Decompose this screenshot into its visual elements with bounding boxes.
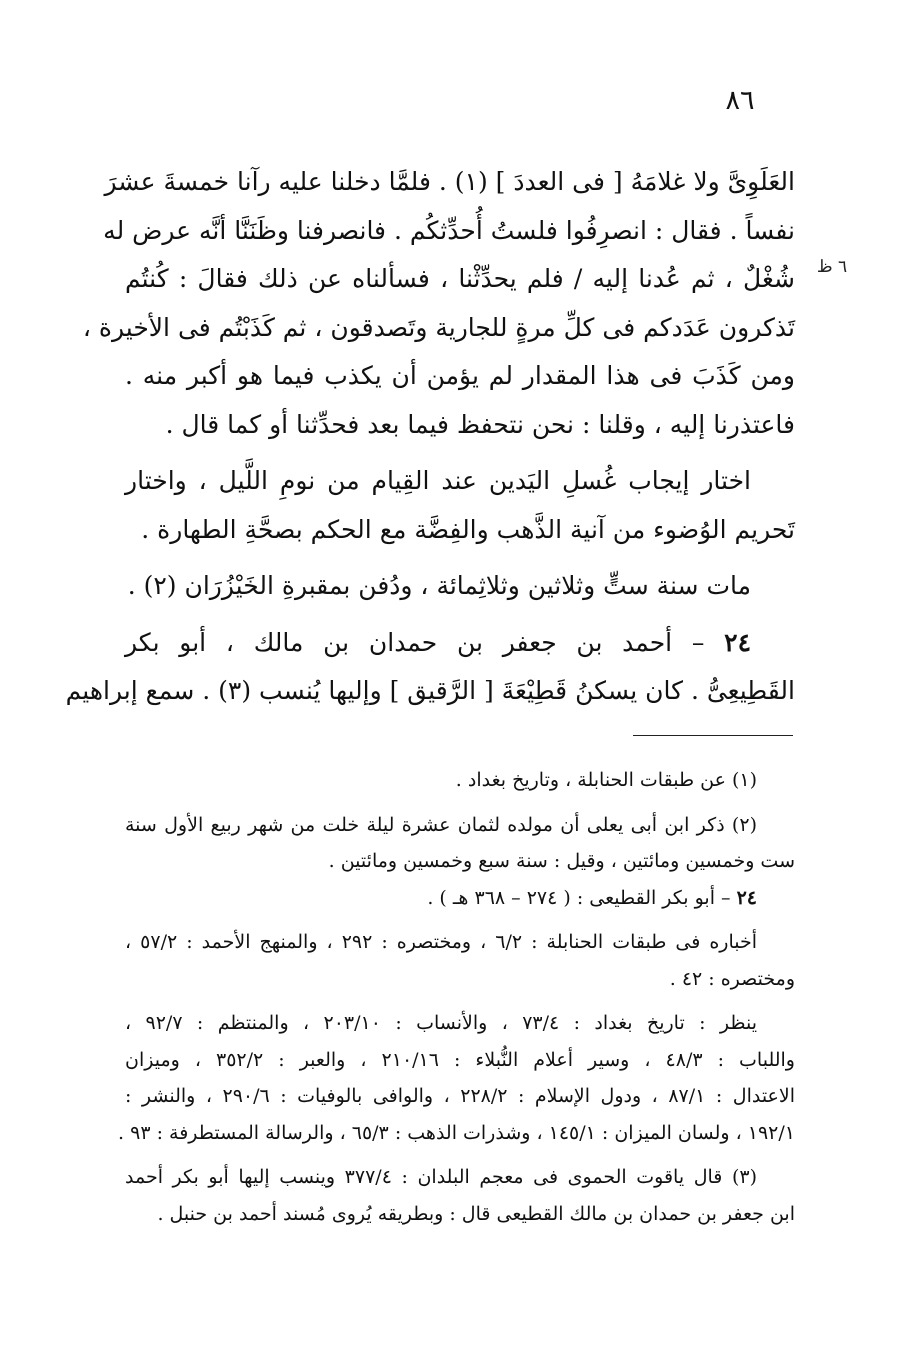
footnote-divider xyxy=(633,735,793,736)
text-line: ومن كَذَبَ فى هذا المقدار لم يؤمن أن يكذب فيما هو أكبر منه . xyxy=(125,361,795,390)
footnote-2 xyxy=(125,807,795,880)
footnote-1 xyxy=(125,762,795,799)
paragraph-4 xyxy=(65,619,795,716)
footnote-line: (١) عن طبقات الحنابلة ، وتاريخ بغداد . xyxy=(455,769,757,791)
footnote-3 xyxy=(125,1159,795,1232)
footnote-line xyxy=(125,880,795,917)
footnote-line: أخباره فى طبقات الحنابلة : ٦/٢ ، ومختصره : ٢٩٢ ، والمنهج الأحمد : ٥٧/٢ ، xyxy=(125,931,757,953)
footnote-line: ست وخمسين ومائتين ، وقيل : سنة سبع وخمسين ومائتين . xyxy=(328,850,795,872)
main-text xyxy=(65,158,795,716)
text-line: تَحريم الوُضوء من آنية الذَّهب والفِضَّة مع الحكم بصحَّةِ الطهارة . xyxy=(141,514,795,544)
paragraph-3 xyxy=(125,562,795,611)
text-line: فاعتذرنا إليه ، وقلنا : نحن نتحفظ فيما بعد فحدِّثنا أو كما قال . xyxy=(165,409,795,439)
footnote-line: ابن جعفر بن حمدان بن مالك القطيعى قال : وبطريقه يُروى مُسند أحمد بن حنبل . xyxy=(157,1202,795,1225)
paragraph-2 xyxy=(125,457,795,554)
page-number: ٨٦ xyxy=(725,85,755,116)
text-line: العَلَوِىَّ ولا غلامَهُ [ فى العددَ ] (١) . فلمَّا دخلنا عليه رآنا خمسةَ عشرَ xyxy=(104,167,795,196)
footnotes xyxy=(118,762,796,1232)
footnote-entry-number: ٢٤ xyxy=(736,886,757,909)
text-line: القَطِيعِىُّ . كان يسكنُ قَطِيْعَةَ [ الرَّقيق ] وإليها يُنسب (٣) . سمع إبراهيم xyxy=(65,676,795,705)
entry-number: ٢٤ xyxy=(724,627,751,657)
text-line: مات سنة ستٍّ وثلاثين وثلاثِمائة ، ودُفن بمقبرةِ الخَيْزُرَان (٢) . xyxy=(127,571,751,600)
footnote-line: ومختصره : ٤٢ . xyxy=(669,967,795,990)
footnote-line: الاعتدال : ٨٧/١ ، ودول الإسلام : ٢٢٨/٢ ، والوافى بالوفيات : ٢٩٠/٦ ، والنشر : xyxy=(125,1085,796,1107)
footnote-line: (٣) قال ياقوت الحموى فى معجم البلدان : ٣٧٧/٤ وينسب إليها أبو بكر أحمد xyxy=(125,1166,757,1188)
footnote-line: واللباب : ٤٨/٣ ، وسير أعلام النُّبلاء : ٢١٠/١٦ ، والعبر : ٣٥٢/٢ ، وميزان xyxy=(125,1048,795,1071)
text-line: نفساً . فقال : انصرِفُوا فلستُ أُحدِّثكُم . فانصرفنا وظَنَنَّا أنَّه عرض له xyxy=(103,215,795,245)
footnote-akhbar xyxy=(125,924,795,997)
footnote-entry-24 xyxy=(125,880,795,917)
text-line xyxy=(125,619,795,668)
entry-heading: – أحمد بن جعفر بن حمدان بن مالك ، أبو بكر xyxy=(125,627,725,657)
footnote-line: ينظر : تاريخ بغداد : ٧٣/٤ ، والأنساب : ٢٠٣/١٠ ، والمنتظم : ٩٢/٧ ، xyxy=(125,1012,757,1034)
text-line: شُغْلٌ ، ثم عُدنا إليه / فلم يحدِّثْنا ، فسألناه عن ذلك فقالَ : كُنتُم xyxy=(125,264,795,293)
footnote-line: (٢) ذكر ابن أبى يعلى أن مولده لثمان عشرة ليلة خلت من شهر ربيع الأول سنة xyxy=(125,813,757,836)
margin-folio-note: ٦ ظ xyxy=(816,257,848,277)
text-line: اختار إيجاب غُسلِ اليَدين عند القِيام من نومِ اللَّيل ، واختار xyxy=(125,466,751,495)
text-line: تَذكرون عَدَدكم فى كلِّ مرةٍ للجارية وتَصدقون ، ثم كَذَبْتُم فى الأخيرة ، xyxy=(82,312,795,342)
footnote-entry-title: – أبو بكر القطيعى : ( ٢٧٤ – ٣٦٨ هـ ) . xyxy=(427,886,737,909)
paragraph-1 xyxy=(82,158,795,449)
footnote-line: ١٩٢/١ ، ولسان الميزان : ١٤٥/١ ، وشذرات الذهب : ٦٥/٣ ، والرسالة المستطرفة : ٩٣ . xyxy=(118,1121,795,1144)
footnote-references xyxy=(118,1005,796,1151)
